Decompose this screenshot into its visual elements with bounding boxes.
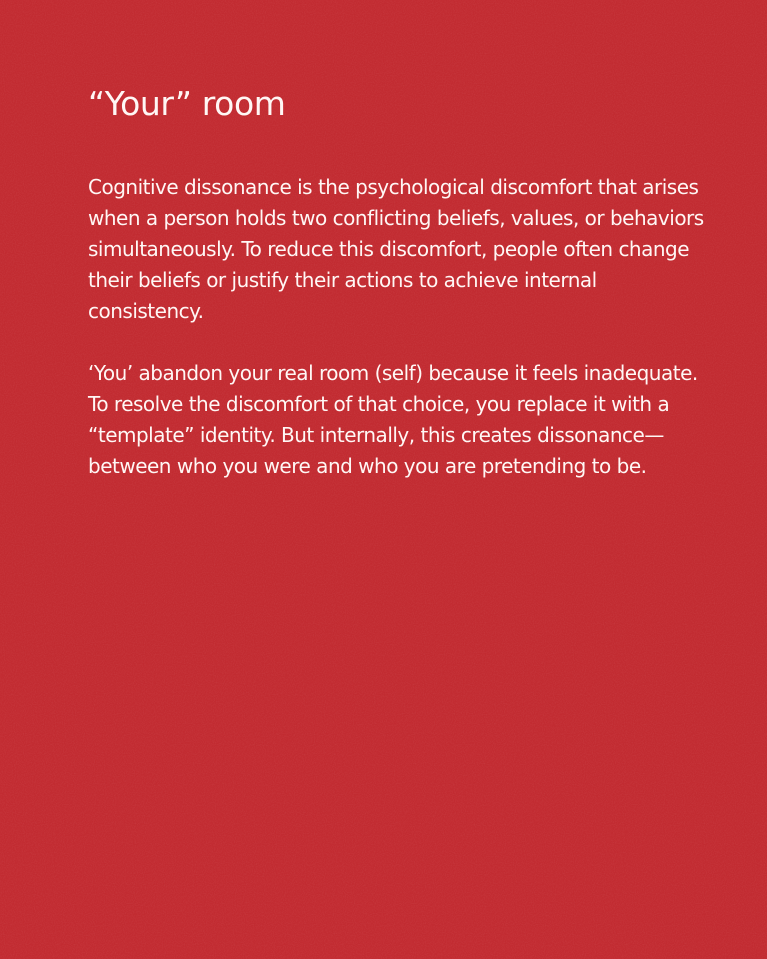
body-paragraph-your-room: ‘You’ abandon your real room (self) because it feels inadequate. To resolve the discomfort of that choice, you replace it with a “template” identity. But internally, this creates dissonance—between who you were and who you are pretending to be. (88, 361, 698, 478)
page-title: “Your” room (88, 84, 286, 123)
body-paragraph-cognitive-dissonance: Cognitive dissonance is the psychological discomfort that arises when a person holds two conflicting beliefs, values, or behaviors simultaneously. To reduce this discomfort, people often change their beliefs or justify their actions to achieve internal consistency. (88, 175, 704, 323)
text-content (88, 82, 708, 513)
